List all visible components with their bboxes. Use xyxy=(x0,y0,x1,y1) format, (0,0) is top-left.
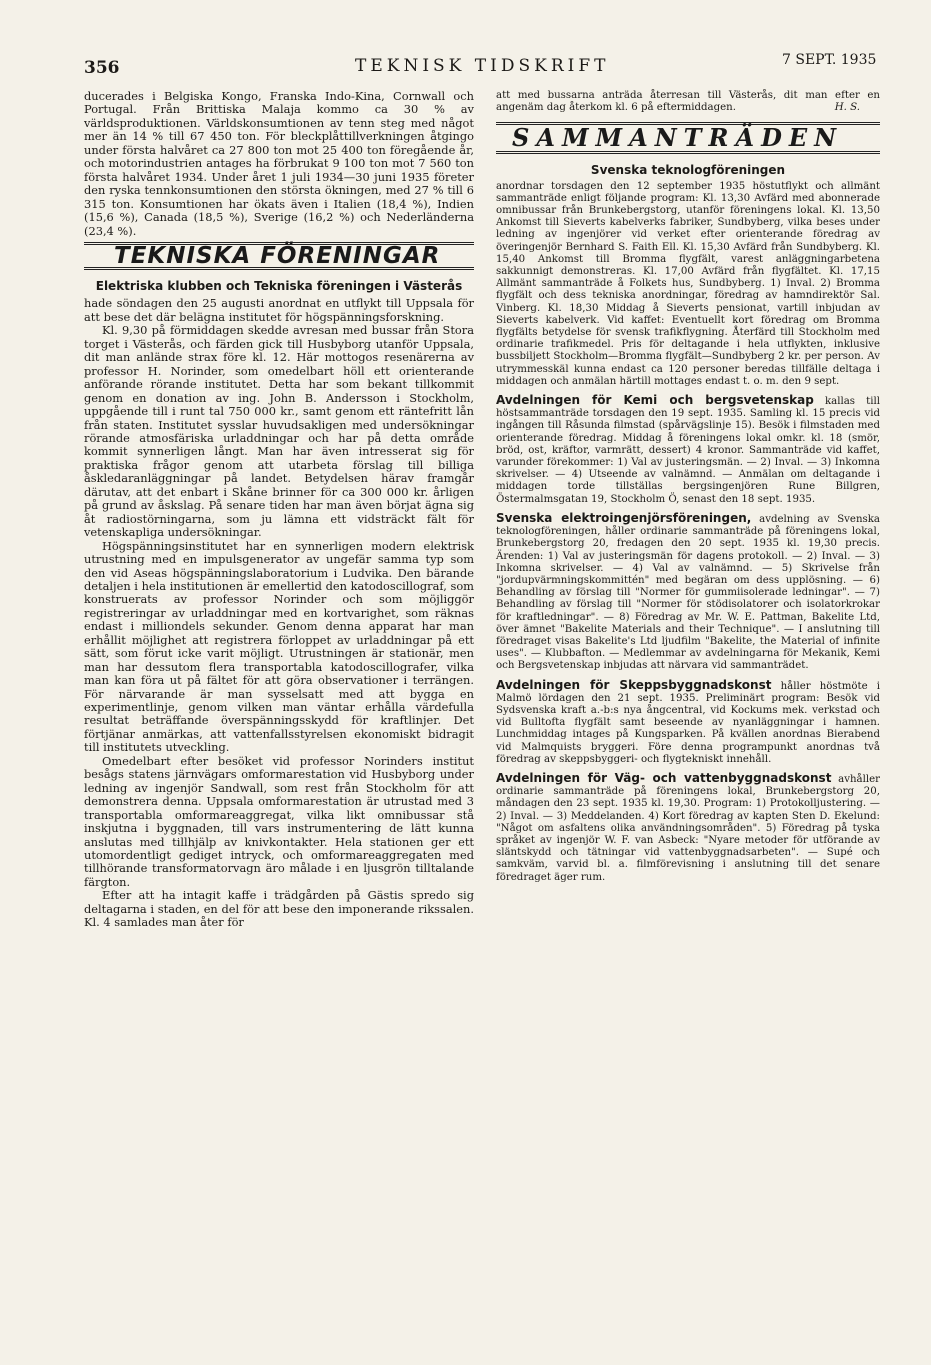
signature: H. S. xyxy=(834,102,860,114)
article-paragraph: Högspänningsinstitutet har en synnerligen modern elektrisk utrustning med en impulsgenerator av ungefär samma typ som den vid Aseas högspänningslaboratorium i Ludvika. Den bärande detaljen i hela institutionen är emellertid den katodoscillograf, som konstruerats av professor Norinder och som möjliggör registreringar av urladdningar med en kortvarighet, som räknas endast i milliondels sekunder. Genom denna apparat har man erhållit möjlighet att registrera förloppet av urladdningar på ett sätt, som förut icke varit möjligt. Utrustningen är stationär, men man har dessutom flera transportabla katodoscillografer, vilka man kan föra ut på fältet för att göra observationer i terrängen. För närvarande är man sysselsatt med att bygga en experimentlinje, genom vilken man väntar erhålla värdefulla resultat beträffande överspänningsskydd för kraftlinjer. Det förtjänar anmärkas, att vattenfallsstyrelsen ekonomiskt bidragit till institutets utveckling. xyxy=(84,538,474,755)
kemi-heading: Avdelningen för Kemi och bergsvetenskap xyxy=(496,393,814,408)
kemi-notice xyxy=(496,394,880,506)
right-column xyxy=(496,90,880,884)
continuation-text: att med bussarna anträda återresan till Västerås, dit man efter en angenäm dag återkom kl. 6 på eftermiddagen. xyxy=(496,90,880,114)
skepp-notice xyxy=(496,679,880,766)
left-column xyxy=(84,90,474,930)
elektro-heading: Svenska elektroingenjörsföreningen, xyxy=(496,510,752,525)
vag-text: avhåller ordinarie sammanträde på föreningens lokal, Brunkebergstorg 20, måndagen den 23 sept. 1935 kl. 19,30. Program: 1) Protokolljustering. — 2) Inval. — 3) Meddelanden. 4) Kort föredrag av kapten Sten D. Ekelund: "Något om asfaltens olika användningsområden". 5) Föredrag på tyska språket av ingenjör W. F. van Asbeck: "Nyare metoder för utförande av släntskydd och tätningar vid vattenbyggnadsarbeten". — Supé och samkväm, varvid bl. a. filmförevisning i anslutning till det senare föredraget äger rum. xyxy=(496,773,880,883)
skepp-heading: Avdelningen för Skeppsbyggnadskonst xyxy=(496,677,772,692)
article-paragraph: Kl. 9,30 på förmiddagen skedde avresan med bussar från Stora torget i Västerås, och färden gick till Husbyborg utanför Uppsala, dit man anlände strax före kl. 12. Här mottogos resenärerna av professor H. Norinder, som omedelbart höll ett orienterande anförande rörande institutet. Detta har som bekant tillkommit genom en donation av ing. John B. Andersson i Stockholm, uppgående till i runt tal 750 000 kr., samt genom ett räntefritt lån från staten. Institutet sysslar huvudsakligen med undersökningar rörande atmosfäriska urladdningar och har på detta område kommit synnerligen långt. Man har även intresserat sig för praktiska frågor genom att utarbeta förslag till billiga åskledaranläggningar på landet. Betydelsen härav framgår därutav, att det enbart i Skåne brinner för ca 300 000 kr. årligen på grund av åskslag. På senare tiden har man även börjat ägna sig åt radiostörningarna, som ju lämna ett vidsträckt fält för vetenskapliga undersökningar. xyxy=(84,323,474,540)
kemi-text: kallas till höstsammanträde torsdagen den 19 sept. 1935. Samling kl. 15 precis vid ingången till Råsunda filmstad (spårvägslinje 15). Besök i filmstaden med orienterande föredrag. Middag å föreningens lokal omkr. kl. 18 (smör, bröd, ost, kräftor, varmrätt, dessert) 4 kronor. Sammanträde vid kaffet, varunder förekommer: 1) Val av justeringsmän. — 2) Inval. — 3) Inkomna skrivelser. — 4) Utseende av valnämnd. — Anmälan om deltagande i middagen torde tillställas bergsingenjören Rune Billgren, Östermalmsgatan 19, Stockholm Ö, senast den 18 sept. 1935. xyxy=(496,396,880,505)
journal-title: TEKNISK TIDSKRIFT xyxy=(355,56,610,76)
teknolog-text: anordnar torsdagen den 12 september 1935 höstutflykt och allmänt sammanträde enligt följande program: Kl. 13,30 Avfärd med abonnerade omnibussar från Brunkebergstorg, utanför föreningens lokal. Kl. 13,50 Ankomst till Sieverts kabelverks fabriker, Sundbyberg, vilka beses under ledning av ingenjörer vid verket efter orienterande föredrag av överingenjör Bernhard S. Faith Ell. Kl. 15,30 Avfärd från Sundbyberg. Kl. 15,40 Ankomst till Bromma flygfält, varest anläggningarbetena sakkunnigt demonstreras. Kl. 17,00 Avfärd från flygfältet. Kl. 17,15 Allmänt sammanträde å Folkets hus, Sundbyberg. 1) Inval. 2) Bromma flygfält och dess tekniska anordningar, föredrag av hamndirektör Sal. Vinberg. Kl. 18,30 Middag å Sieverts pensionat, vartill inbjudan av Sieverts kabelverk. Vid kaffet: Eventuellt kort föredrag om Bromma flygfälts betydelse för svensk trafikflygning. Återfärd till Stockholm med ordinarie trafikmedel. Pris för deltagande i hela utflykten, inklusive bussbiljett Stockholm—Bromma flygfält—Sundbyberg 2 kr. per person. Av utrymmesskäl kunna endast ca 120 personer beredas tillfälle deltaga i middagen och anmälan härtill mottages endast t. o. m. den 9 sept. xyxy=(496,180,880,387)
issue-date: 7 SEPT. 1935 xyxy=(782,52,877,68)
tekniska-foreningar-banner: TEKNISKA FÖRENINGAR xyxy=(114,242,441,269)
article-paragraph: Omedelbart efter besöket vid professor Norinders institut besågs statens järnvägars omformarestation vid Husbyborg under ledning av ingenjör Sandwall, som rest från Stockholm för att demonstrera denna. Uppsala omformarestation är utrustad med 3 transportabla omformareaggregat, vilka likt omnibussar stå inskjutna i byggnaden, till vars instrumentering de lätt kunna anslutas med tillhjälp av knivkontakter. Hela stationen ger ett utomordentligt gediget intryck, och omformareaggregaten med tillhörande transformatorvagn äro målade i en ljusgrön tilltalande färgton. xyxy=(84,753,474,889)
teknolog-heading: Svenska teknologföreningen xyxy=(590,162,786,177)
club-heading: Elektriska klubben och Tekniska föreningen i Västerås xyxy=(95,279,463,294)
skepp-text: håller höstmöte i Malmö lördagen den 21 sept. 1935. Preliminärt program: Besök vid Sydsvenska kraft a.-b:s nya ångcentral, vid Kockums mek. verkstad och vid Bulltofta flygfält samt beseende av nyanläggningar i hamnen. Lunchmiddag intages på Kungsparken. På kvällen anordnas Bierabend vid Malmquists bryggeri. Före denna programpunkt anordnas två föredrag av skeppsbyggeri- och flygtekniskt innehåll. xyxy=(496,680,880,765)
article-paragraph: hade söndagen den 25 augusti anordnat en utflykt till Uppsala för att bese det där belägna institutet för högspänningsforskning. xyxy=(84,296,474,324)
vag-heading: Avdelningen för Väg- och vattenbyggnadskonst xyxy=(496,770,832,785)
page-number: 356 xyxy=(84,58,120,78)
continuation-paragraph xyxy=(496,90,880,114)
sammantraden-banner: SAMMANTRÄDEN xyxy=(512,123,844,153)
elektro-notice xyxy=(496,512,880,673)
intro-paragraph: ducerades i Belgiska Kongo, Franska Indo-Kina, Cornwall och Portugal. Från Brittiska Malaja kommo ca 30 % av världsproduktionen. Världskonsumtionen av tenn steg med något mer än 14 % till 67 450 ton. För bleckplåttillverkningen åtgingo under första halvåret ca 27 800 ton mot 25 400 ton föregående år, och motorindustrien antages ha förbrukat 9 100 ton mot 7 560 ton första halvåret 1934. Under året 1 juli 1934—30 juni 1935 företer den ryska tennkonsumtionen den största ökningen, med 27 % till 6 315 ton. Konsumtionen har ökats även i Italien (18,4 %), Indien (15,6 %), Canada (18,5 %), Sverige (16,2 %) och Nederländerna (23,4 %). xyxy=(84,89,474,238)
article-paragraph: Efter att ha intagit kaffe i trädgården på Gästis spredo sig deltagarna i staden, en del för att bese den imponerande rikssalen. Kl. 4 samlades man åter för xyxy=(84,888,474,930)
elektro-text: avdelning av Svenska teknologföreningen, håller ordinarie sammanträde på föreningens lokal, Brunkebergstorg 20, fredagen den 20 sept. 1935 kl. 19,30 precis. Ärenden: 1) Val av justeringsmän för dagens protokoll. — 2) Inval. — 3) Inkomna skrivelser. — 4) Val av valnämnd. — 5) Skrivelse från "jordupvärmningskommittén" med begäran om dess upplösning. — 6) Behandling av förslag till "Normer för gummiisolerade ledningar". — 7) Behandling av förslag till "Normer för stödisolatorer och isolatorkrokar för kraftledningar". — 8) Föredrag av Mr. W. E. Pattman, Bakelite Ltd, över ämnet "Bakelite Materials and their Technique". — I anslutning till föredraget visas Bakelite's Ltd ljudfilm "Bakelite, the Material of infinite uses". — Klubbafton. — Medlemmar av avdelningarna för Mekanik, Kemi och Bergsvetenskap inbjudas att närvara vid sammanträdet. xyxy=(496,513,880,672)
vag-notice xyxy=(496,772,880,884)
